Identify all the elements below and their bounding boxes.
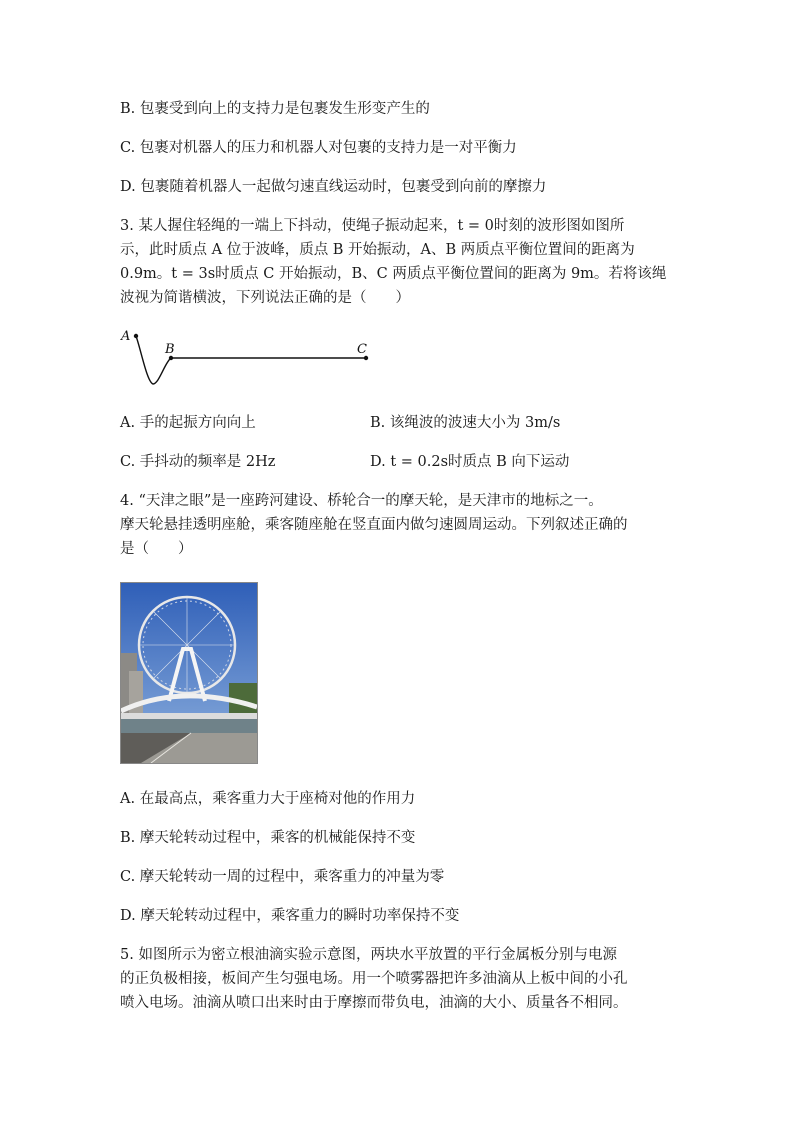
q4-option-b: B. 摩天轮转动过程中，乘客的机械能保持不变: [120, 830, 416, 846]
q3-option-b: B. 该绳波的波速大小为 3m/s: [370, 415, 561, 431]
q3-option-a: A. 手的起振方向向上: [120, 415, 256, 431]
q4-stem-line-2: 摩天轮悬挂透明座舱，乘客随座舱在竖直面内做匀速圆周运动。下列叙述正确的: [120, 517, 628, 533]
ferris-wheel-photo: [120, 582, 258, 764]
label-a: A: [121, 329, 131, 344]
q4-stem-line-3: 是（ ）: [120, 541, 193, 557]
label-c: C: [357, 342, 367, 357]
q3-stem-line-3: 0.9m。t = 3s时质点 C 开始振动，B、C 两质点平衡位置间的距离为 9m。若将该绳: [120, 266, 667, 282]
q4-option-c: C. 摩天轮转动一周的过程中，乘客重力的冲量为零: [120, 869, 445, 885]
point-a: [134, 334, 138, 338]
wave-diagram: [115, 322, 385, 392]
q3-stem-line-2: 示，此时质点 A 位于波峰，质点 B 开始振动，A、B 两质点平衡位置间的距离为: [120, 242, 635, 258]
q3-stem-line-1: 3. 某人握住轻绳的一端上下抖动，使绳子振动起来，t = 0时刻的波形图如图所: [120, 218, 625, 234]
q3-option-c: C. 手抖动的频率是 2Hz: [120, 454, 276, 470]
q5-stem-line-3: 喷入电场。油滴从喷口出来时由于摩擦而带负电，油滴的大小、质量各不相同。: [120, 995, 628, 1011]
q2-option-b: B. 包裹受到向上的支持力是包裹发生形变产生的: [120, 101, 430, 117]
q5-stem-line-2: 的正负极相接，板间产生匀强电场。用一个喷雾器把许多油滴从上板中间的小孔: [120, 971, 628, 987]
q3-option-d: D. t = 0.2s时质点 B 向下运动: [370, 454, 570, 470]
label-b: B: [165, 342, 175, 357]
q2-option-c: C. 包裹对机器人的压力和机器人对包裹的支持力是一对平衡力: [120, 140, 517, 156]
q3-stem-line-4: 波视为简谐横波，下列说法正确的是（ ）: [120, 290, 410, 306]
q4-option-d: D. 摩天轮转动过程中，乘客重力的瞬时功率保持不变: [120, 908, 460, 924]
q2-option-d: D. 包裹随着机器人一起做匀速直线运动时，包裹受到向前的摩擦力: [120, 179, 547, 195]
q5-stem-line-1: 5. 如图所示为密立根油滴实验示意图，两块水平放置的平行金属板分别与电源: [120, 947, 617, 963]
q4-stem-line-1: 4. “天津之眼”是一座跨河建设、桥轮合一的摩天轮，是天津市的地标之一。: [120, 493, 603, 509]
q4-option-a: A. 在最高点，乘客重力大于座椅对他的作用力: [120, 791, 416, 807]
